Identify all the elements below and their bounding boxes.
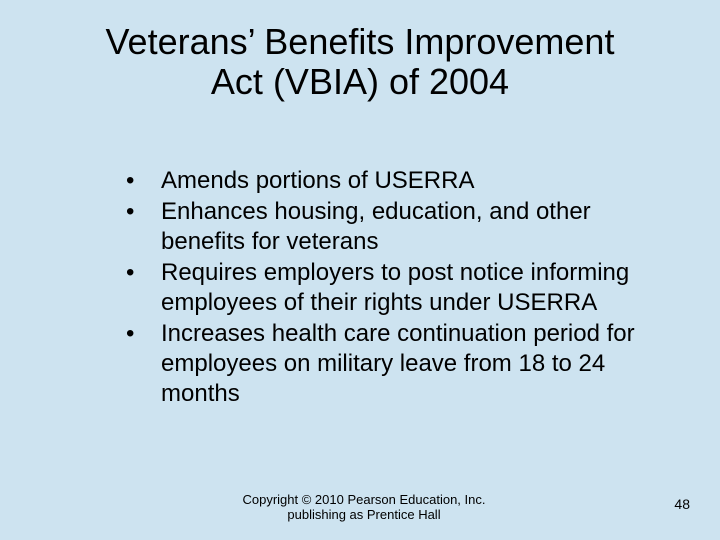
- bullet-item: [126, 197, 646, 257]
- slide-title-line-2: Act (VBIA) of 2004: [210, 61, 510, 102]
- bullet-item: [126, 319, 646, 409]
- page-number: 48: [674, 496, 690, 512]
- bullet-text: Amends portions of USERRA: [161, 167, 475, 194]
- slide-title: [40, 22, 680, 102]
- bullet-text: Enhances housing, education, and other benefits for veterans: [161, 198, 591, 255]
- bullet-text: Increases health care continuation period for employees on military leave from 18 to 24 months: [161, 320, 635, 407]
- copyright-line-1: Copyright © 2010 Pearson Education, Inc.: [242, 492, 486, 507]
- bullet-list: [126, 166, 646, 410]
- copyright-line-2: publishing as Prentice Hall: [287, 507, 441, 522]
- bullet-marker: •: [126, 259, 135, 286]
- bullet-marker: •: [126, 320, 135, 347]
- slide-title-line-1: Veterans’ Benefits Improvement: [105, 21, 615, 62]
- bullet-item: [126, 166, 646, 196]
- bullet-marker: •: [126, 167, 135, 194]
- copyright-footer: [230, 492, 498, 522]
- bullet-marker: •: [126, 198, 135, 225]
- bullet-text: Requires employers to post notice informing employees of their rights under USERRA: [161, 259, 630, 316]
- bullet-item: [126, 258, 646, 318]
